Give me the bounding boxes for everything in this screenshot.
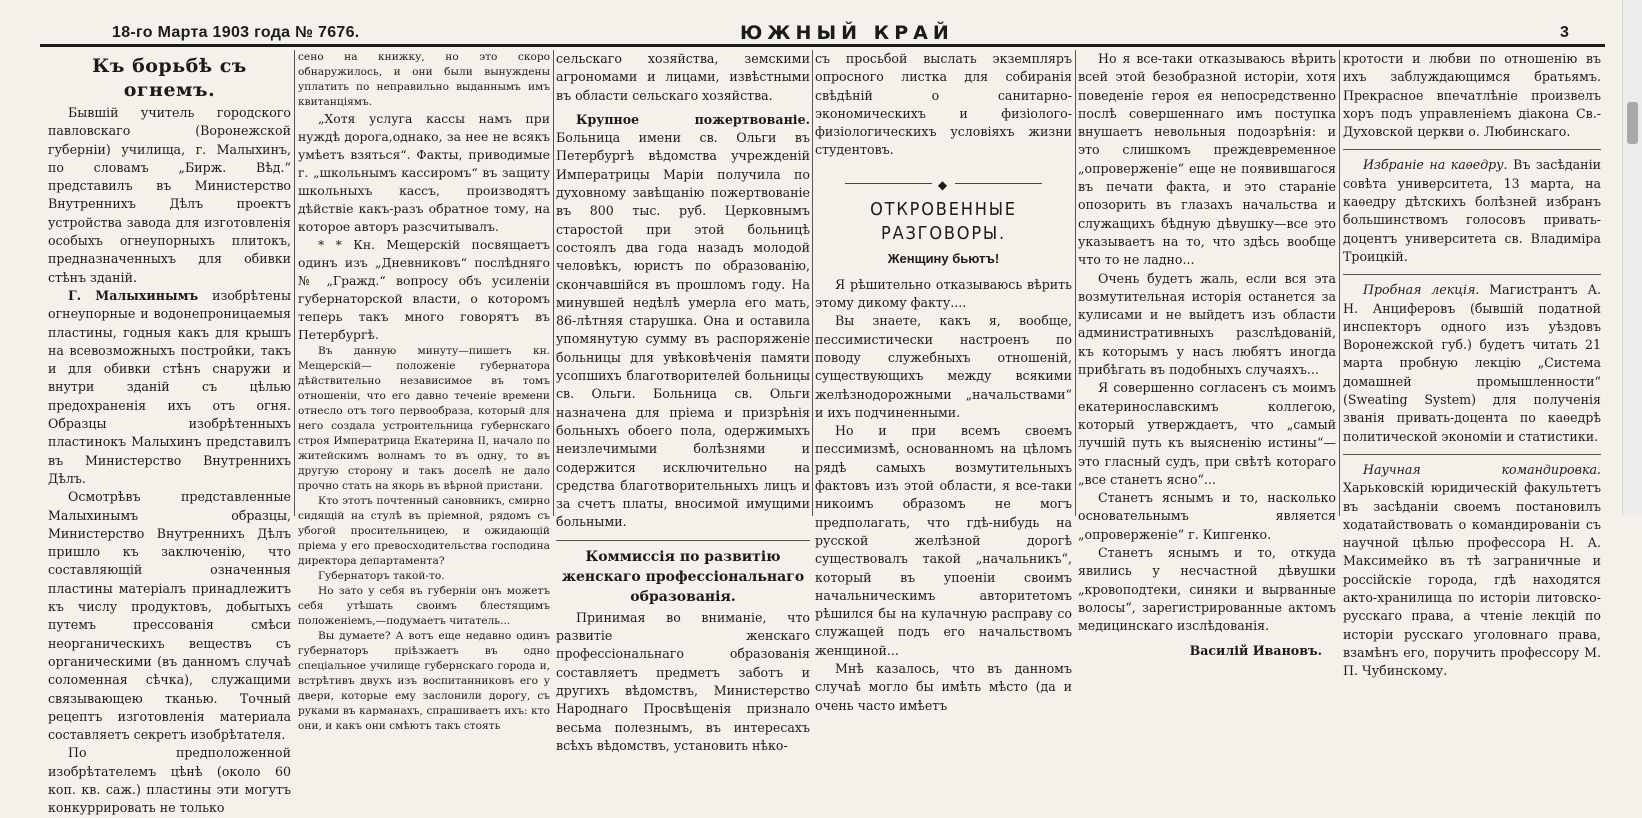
page-number: 3 xyxy=(1560,24,1569,41)
paragraph: Вы знаете, какъ я, вообще, пессимистически настроенъ по поводу служебныхъ отношеній, существующихъ между всякими желѣзнодорожными „начальствами“ и ихъ подчиненными. xyxy=(815,313,1072,420)
run-in-heading: Научная командировка. xyxy=(1363,461,1601,477)
section-divider xyxy=(1343,274,1601,275)
paragraph-text: Больница имени св. Ольги въ Петербургѣ вѣдомства учрежденій Императрицы Маріи получила по духовному завѣщанію пожертвованіе въ 800 тыс. руб. Церковнымъ старостой при этой больницѣ состоялъ два года назадъ молодой человѣкъ, юристъ по образованію, скончавшійся въ прошломъ году. На минувшей недѣлѣ умерла его мать, 86-лѣтняя старушка. Она и оставила упомянутую сумму въ распоряженіе больницы для увѣковѣченія памяти усопшихъ благотворителей больницы св. Ольги. Больница св. Ольги назначена для пріема и призрѣнія больныхъ обоего пола, одержимыхъ неизлечимыми болѣзнями и содержится исключительно на средства благотворительныхъ лицъ и за счетъ платы, вносимой имущими больными. xyxy=(556,130,810,530)
quote-paragraph: Кто этотъ почтенный сановникъ, смирно сидящій на стулѣ въ пріемной, рядомъ съ убогой просительницею, и ожидающій пріема у его превосходительства господина директора департамента? xyxy=(298,495,550,567)
run-in-heading: Пробная лекція. xyxy=(1363,282,1480,298)
paragraph: Станетъ яснымъ и то, насколько основательнымъ является „опроверженіе“ г. Кипгенко. xyxy=(1078,490,1336,542)
paragraph-text: Въ засѣданіи совѣта университета, 13 марта, на каѳедру дѣтскихъ болѣзней избранъ большинствомъ голосовъ привать-доцентъ университета св. Владиміра Троицкій. xyxy=(1343,157,1601,264)
paragraph: Бывшій учитель городского павловскаго (Воронежской губерніи) училища, г. Малыхинъ, по словамъ „Бирж. Вѣд.“ представилъ въ Министерство Внутреннихъ Дѣлъ проектъ устройства завода для изготовленія особыхъ огнеупорныхъ плитокъ, предназначенныхъ для обивки стѣнъ зданій. xyxy=(48,105,291,285)
author-signature: Василій Ивановъ. xyxy=(1189,642,1322,658)
paragraph: Мнѣ казалось, что въ данномъ случаѣ могло бы имѣть мѣсто (да и очень часто имѣетъ xyxy=(815,661,1072,713)
paragraph: По предположенной изобрѣтателемъ цѣнѣ (около 60 коп. кв. саж.) пластины эти могутъ конкуррировать не только xyxy=(48,745,291,816)
paragraph: съ просьбой выслать экземпляръ опросного листка для собиранія свѣдѣній о санитарно-экономическихъ и физіолого-физіологическихъ условіяхъ жизни студентовъ. xyxy=(815,51,1072,158)
article-subheading: Женщину бьютъ! xyxy=(887,250,1000,266)
section-divider xyxy=(1343,149,1601,150)
section-divider xyxy=(556,540,810,541)
paragraph: Принимая во вниманіе, что развитіе женскаго профессіональнаго образованія составляетъ предметъ заботъ и другихъ вѣдомствъ, Министерство Народнаго Просвѣщенія признало весьма полезнымъ, въ интересахъ всѣхъ вѣдомствъ, установить нѣко- xyxy=(556,609,810,753)
paragraph-text: Харьковскій юридическій факультетъ въ засѣданіи своемъ постановилъ ходатайствовать о командированіи съ научной цѣлью профессора Н. А. Максимейко въ тѣ заграничные и россійскіе города, гдѣ находятся акто-хранилища по исторіи литовско-русскаго права, а чтеніе лекцій по исторіи русскаго уголовнаго права, взамѣнъ его, поручить профессору М. П. Чубинскому. xyxy=(1343,480,1601,679)
issue-date: 18-го Марта 1903 года № 7676. xyxy=(112,24,360,41)
run-in-heading: Избраніе на каѳедру. xyxy=(1363,157,1508,173)
ornament-icon: ◆ xyxy=(932,178,955,192)
paragraph: Осмотрѣвъ представленные Малыхинымъ образцы, Министерство Внутреннихъ Дѣлъ пришло къ заключенію, что составляющій означенныя пластины матеріалъ принадлежитъ къ числу продуктовъ, добытыхъ путемъ прессованія смѣси неорганическихъ веществъ съ органическими (въ данномъ случаѣ соломенная сѣчка), служащими связывающею тканью. Точный рецептъ изготовленія материала составляетъ секретъ изобрѣтателя. xyxy=(48,489,291,743)
run-in-heading: Крупное пожертвованіе. xyxy=(576,111,810,127)
article-heading-fire: Къ борьбѣ съ огнемъ. xyxy=(92,55,247,101)
column-1 xyxy=(48,50,291,816)
column-rule xyxy=(1339,50,1340,516)
quote-paragraph: Губернаторъ такой-то. xyxy=(318,570,445,582)
article-heading-commission: Коммиссія по развитію женскаго профессіональнаго образованія. xyxy=(561,548,805,605)
quote-paragraph: Въ данную минуту—пишетъ кн. Мещерскій— положеніе губернатора дѣйствительно независимое въ томъ отношеніи, что его давно теченіе времени отнесло отъ того первообраза, который для него создала устроительница губернскаго строя Императрица Екатерина II, начало по житейскимъ волнамъ то въ одну, то въ другую сторону и такъ доселѣ не дало прочно стать на якорь въ вѣрной пристани. xyxy=(298,345,550,492)
column-rule xyxy=(812,50,813,516)
column-rule xyxy=(294,50,295,516)
column-rule xyxy=(1075,50,1076,516)
paragraph: Очень будетъ жаль, если вся эта возмутительная исторія останется за кулисами и не выйдетъ изъ области административныхъ разслѣдованій, къ которымъ у насъ любятъ иногда прибѣгать въ подобныхъ случаяхъ... xyxy=(1078,270,1336,378)
masthead xyxy=(40,0,1605,47)
newspaper-title: ЮЖНЫЙ КРАЙ xyxy=(740,22,954,44)
article-heading-conversations: ОТКРОВЕННЫЕ РАЗГОВОРЫ. xyxy=(870,198,1017,244)
column-2 xyxy=(298,50,550,732)
paragraph-text: Магистрантъ А. Н. Анциферовъ (бывшій податной инспекторъ одного изъ уѣздовъ Воронежской губ.) будетъ читать 21 марта пробную лекцію „Система домашней промышленности“ (Sweating System) для полученія званія привать-доцента по каѳедрѣ политической экономіи и статистики. xyxy=(1343,282,1601,444)
paragraph: Я совершенно согласенъ съ моимъ екатеринославскимъ коллегою, который утверждаетъ, что „самый лучшій путь къ выясненію истины“—это гласный судъ, при свѣтѣ котораго „все станетъ ясно“... xyxy=(1078,380,1336,487)
paragraph: сельскаго хозяйства, земскими агрономами и лицами, извѣстными въ области сельскаго хозяйства. xyxy=(556,51,810,103)
paragraph xyxy=(556,111,810,532)
paragraph xyxy=(1343,461,1601,681)
scrollbar-thumb[interactable] xyxy=(1627,102,1638,144)
paragraph: Станетъ яснымъ и то, откуда явились у несчастной дѣвушки „кровоподтеки, синяки и вырванные волосы“, зарегистрированные актомъ медицинскаго изслѣдованія. xyxy=(1078,545,1336,634)
paragraph: сено на книжку, но это скоро обнаружилось, и они были вынуждены уплатить по неправильно выданнымъ имъ квитанціямъ. xyxy=(298,51,550,108)
paragraph xyxy=(1343,281,1601,446)
paragraph: „Хотя услуга кассы намъ при нуждѣ дорога,однако, за нее не всякъ умѣетъ взяться“. Факты, приводимые г. „школьнымъ кассиромъ“ въ защиту школьныхъ кассъ, производятъ дѣйствіе какъ-разъ обратное тому, на которое авторъ разсчитывалъ. xyxy=(298,111,550,234)
ornament-divider xyxy=(815,176,1072,190)
paragraph xyxy=(1343,156,1601,266)
section-divider xyxy=(1343,454,1601,455)
quote-paragraph: Вы думаете? А вотъ еще недавно одинъ губернаторъ пріѣзжаетъ въ одно спеціальное училище губернскаго города и, встрѣтивъ двухъ изъ воспитанниковъ его у двери, которые ему заслонили дорогу, съ руками въ карманахъ, спрашиваетъ ихъ: кто они, и какъ они смѣютъ такъ стоять xyxy=(298,630,550,732)
paragraph: кротости и любви по отношенію въ ихъ заблуждающимся братьямъ. Прекрасное впечатлѣніе произвелъ хоръ подъ управленіемъ діакона Св.-Духовской церкви о. Любинскаго. xyxy=(1343,51,1601,140)
paragraph: Но и при всемъ своемъ пессимизмѣ, основанномъ на цѣломъ рядѣ самыхъ возмутительныхъ фактовъ изъ этой области, я все-таки никоимъ образомъ не могъ предполагать, что гдѣ-нибудь на русской желѣзной дорогѣ существовалъ такой „начальникъ“, который въ упоеніи своимъ начальническимъ авторитетомъ рѣшился бы на кулачную расправу со служащей подъ его начальствомъ женщиной... xyxy=(815,423,1072,658)
column-4 xyxy=(815,50,1072,713)
run-in-name: Г. Малыхинымъ xyxy=(68,287,199,303)
column-3 xyxy=(556,50,810,753)
quote-paragraph: Но зато у себя въ губерніи онъ можетъ себя утѣшать своимъ блестящимъ положеніемъ,—подумаетъ читатель... xyxy=(298,585,550,627)
paragraph: Я рѣшительно отказываюсь вѣрить этому дикому факту.... xyxy=(815,276,1072,311)
column-5 xyxy=(1078,50,1336,658)
paragraph xyxy=(48,287,291,488)
paragraph-text: изобрѣтены огнеупорные и водонепроницаемыя пластины, годныя какъ для крышъ на всевозможныхъ постройки, такъ и для обивки стѣнъ снаружи и внутри зданій съ цѣлью предохраненія ихъ отъ огня. Образцы изобрѣтенныхъ пластинокъ Малыхинъ представилъ въ Министерство Внутреннихъ Дѣлъ. xyxy=(48,287,291,486)
paragraph: * * Кн. Мещерскій посвящаетъ одинъ изъ „Дневниковъ“ послѣдняго № „Гражд.“ вопросу объ усиленіи губернаторской власти, о которомъ теперь такъ много говорятъ въ Петербургѣ. xyxy=(298,237,550,342)
vertical-scrollbar[interactable] xyxy=(1622,0,1642,516)
paragraph: Но я все-таки отказываюсь вѣрить всей этой безобразной исторіи, хотя поведеніе героя ея непосредственно послѣ совершеннаго имъ поступка внушаетъ невольныя подозрѣнія: и это слишкомъ преждевременное „опроверженіе“ еще не появившагося въ печати факта, и это стараніе опозорить въ глазахъ начальства и служащихъ бѣдную дѣвушку—все это указываетъ на то, что здѣсь вообще что то не ладно... xyxy=(1078,51,1336,268)
column-6 xyxy=(1343,50,1601,679)
column-rule xyxy=(553,50,554,516)
